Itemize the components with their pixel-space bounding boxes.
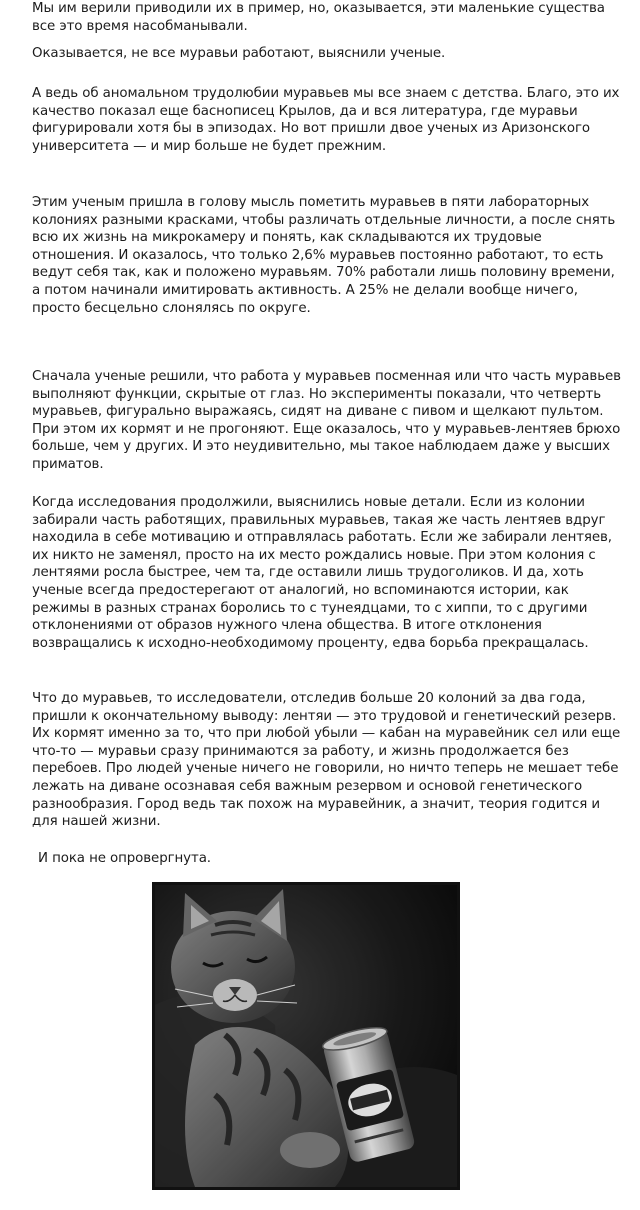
article-intro: Мы им верили приводили их в пример, но, оказывается, эти маленькие существа все это время насобманывали. xyxy=(32,1,605,34)
article-lead: Оказывается, не все муравьи работают, выяснили ученые. xyxy=(32,46,446,61)
article-paragraph: А ведь об аномальном трудолюбии муравьев мы все знаем с детства. Благо, это их качество показал еще баснописец Крылов, да и вся литература, где муравьи фигурировали хотя бы в эпизодах. Но вот пришли двое ученых из Аризонского университета — и мир больше не будет прежним. xyxy=(32,86,620,154)
article-paragraph: Когда исследования продолжили, выяснились новые детали. Если из колонии забирали часть работящих, правильных муравьев, такая же часть лентяев вдруг находила в себе мотивацию и отправлялась работать. Если же забирали лентяев, их никто не заменял, просто на их место рождались новые. При этом колония с лентяями росла быстрее, чем та, где оставили лишь трудоголиков. И да, хоть ученые всегда предостерегают от аналогий, но вспоминаются истории, как режимы в разных странах боролись то с тунеядцами, то с хиппи, то с другими отклонениями от образов нужного члена общества. В итоге отклонения возвращались к исходно-необходимому проценту, едва борьба прекращалась. xyxy=(32,495,612,651)
article-paragraph: Что до муравьев, то исследователи, отследив больше 20 колоний за два года, пришли к окончательному выводу: лентяи — это трудовой и генетический резерв. Их кормят именно за то, что при любой убыли — кабан на муравейник сел или еще что-то — муравьи сразу принимаются за работу, и жизнь продолжается без перебоев. Про людей ученые ничего не говорили, но ничто теперь не мешает тебе лежать на диване осознавая себя важным резервом и основой генетического разнообразия. Город ведь так похож на муравейник, а значит, теория годится и для нашей жизни. xyxy=(32,691,621,830)
cat-photo xyxy=(152,882,460,1190)
article-paragraph: Сначала ученые решили, что работа у муравьев посменная или что часть муравьев выполняют функции, скрытые от глаз. Но эксперименты показали, что четверть муравьев, фигурально выражаясь, сидят на диване с пивом и щелкают пультом. При этом их кормят и не прогоняют. Еще оказалось, что у муравьев-лентяев брюхо больше, чем у других. И это неудивительно, мы такое наблюдаем даже у высших приматов. xyxy=(32,369,621,472)
article-closing: И пока не опровергнута. xyxy=(38,851,211,866)
cat-with-beer-can-illustration xyxy=(155,885,457,1187)
article-paragraph: Этим ученым пришла в голову мысль пометить муравьев в пяти лабораторных колониях разными красками, чтобы различать отдельные личности, а после снять всю их жизнь на микрокамеру и понять, как складываются их трудовые отношения. И оказалось, что только 2,6% муравьев постоянно работают, то есть ведут себя так, как и положено муравьям. 70% работали лишь половину времени, а потом начинали имитировать активность. А 25% не делали вообще ничего, просто бесцельно слонялясь по округе. xyxy=(32,195,616,316)
